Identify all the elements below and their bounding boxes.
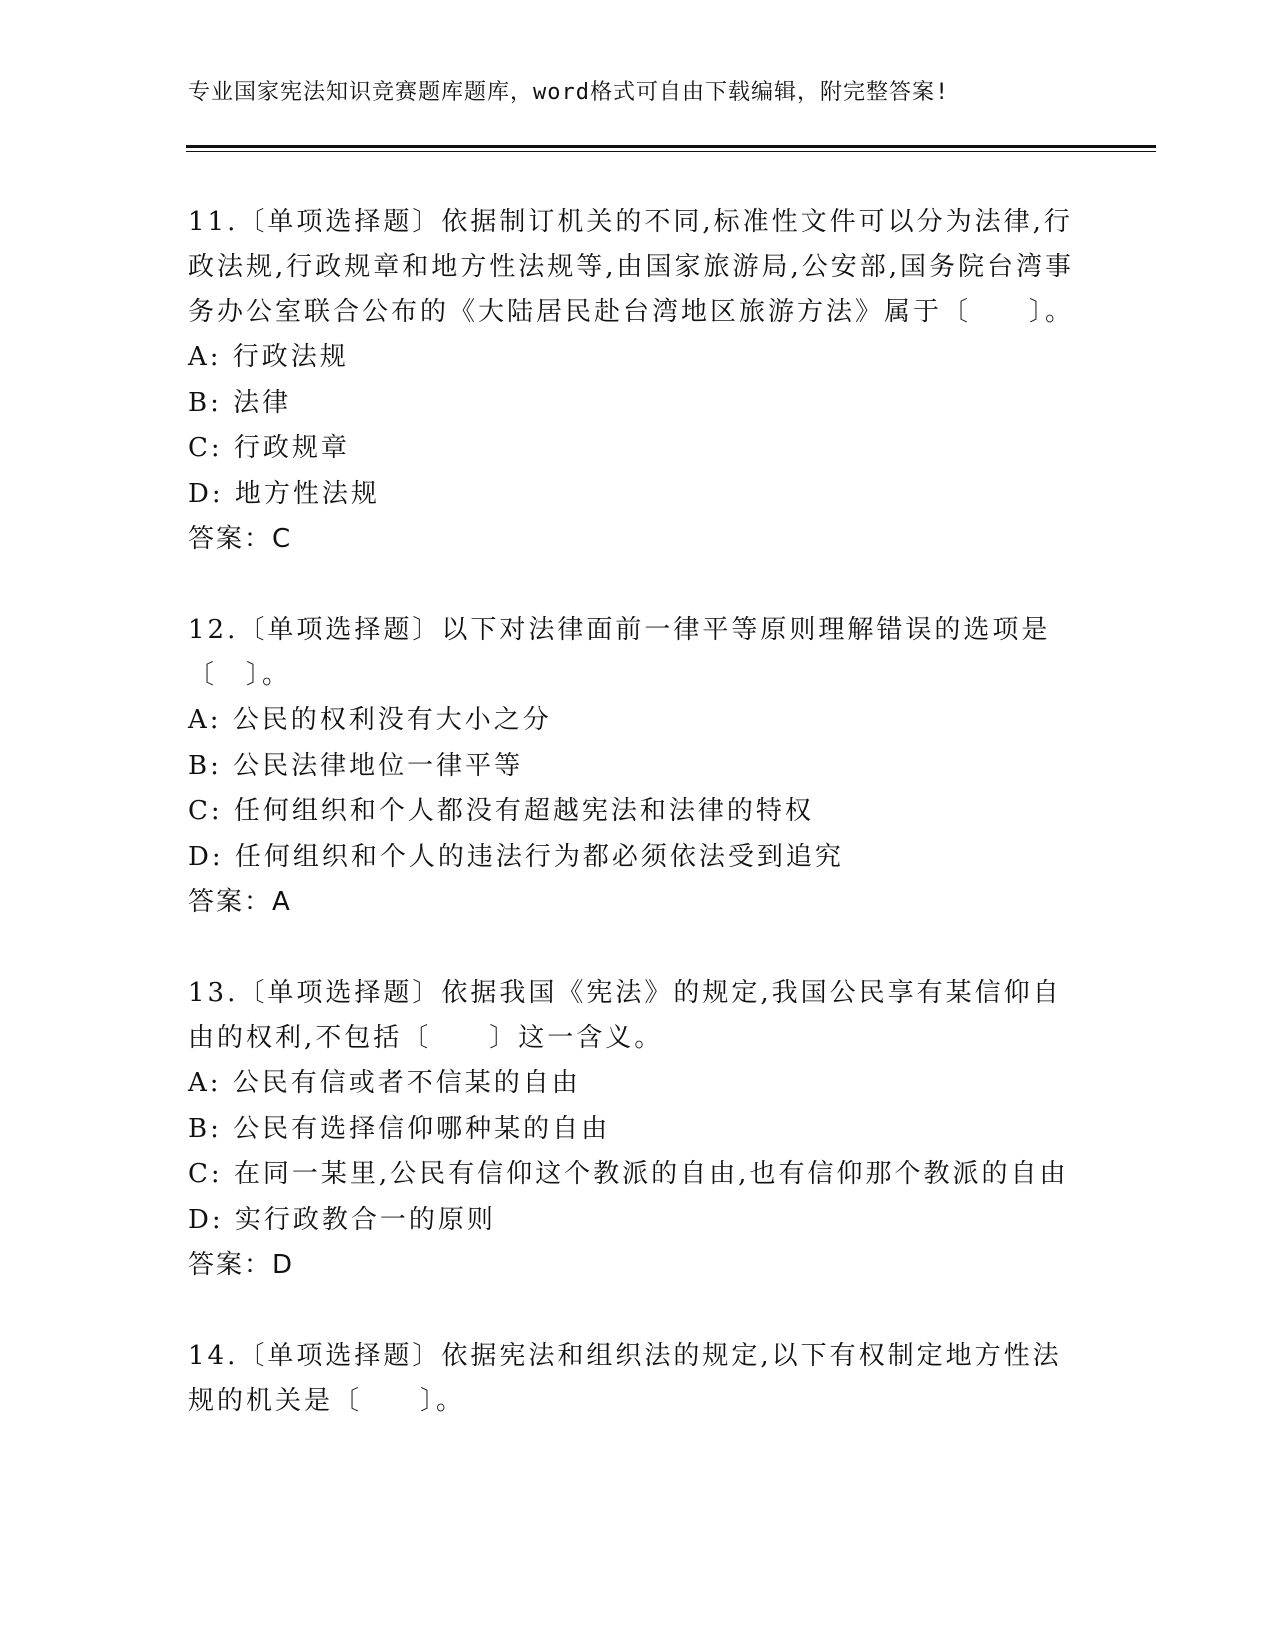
option-c: C: 在同一某里,公民有信仰这个教派的自由,也有信仰那个教派的自由: [188, 1159, 1069, 1189]
option-b: B: 公民法律地位一律平等: [188, 750, 524, 781]
answer-line: 答案：A: [188, 887, 292, 917]
question-14: [188, 1334, 1088, 1424]
question-13: [188, 971, 1088, 1288]
answer-line: 答案：C: [188, 524, 293, 554]
option-d: D: 地方性法规: [188, 478, 380, 509]
option-a: A: 公民的权利没有大小之分: [188, 705, 552, 735]
option-b: B: 法律: [188, 387, 292, 418]
option-c: C: 行政规章: [188, 433, 350, 463]
question-stem: 13.〔单项选择题〕依据我国《宪法》的规定,我国公民享有某信仰自由的权利,不包括〔 〕这一含义。: [188, 978, 1062, 1053]
option-d: D: 任何组织和个人的违法行为都必须依法受到追究: [188, 841, 844, 872]
question-stem: 11.〔单项选择题〕依据制订机关的不同,标准性文件可以分为法律,行政法规,行政规章和地方性法规等,由国家旅游局,公安部,国务院台湾事务办公室联合公布的《大陆居民赴台湾地区旅游方法》属于〔 〕。: [188, 207, 1075, 327]
option-a: A: 行政法规: [188, 342, 349, 372]
question-stem: 14.〔单项选择题〕依据宪法和组织法的规定,以下有权制定地方性法规的机关是〔 〕。: [188, 1341, 1062, 1416]
option-b: B: 公民有选择信仰哪种某的自由: [188, 1113, 611, 1144]
question-12: [188, 608, 1088, 925]
header-rule-thick: [186, 145, 1156, 148]
page-header: 专业国家宪法知识竞赛题库题库，word格式可自由下载编辑，附完整答案!: [188, 80, 950, 105]
question-stem: 12.〔单项选择题〕以下对法律面前一律平等原则理解错误的选项是〔 〕。: [188, 615, 1051, 690]
header-rule-thin: [186, 151, 1156, 152]
question-list: [188, 200, 1088, 1470]
option-a: A: 公民有信或者不信某的自由: [188, 1068, 581, 1098]
option-c: C: 任何组织和个人都没有超越宪法和法律的特权: [188, 796, 814, 826]
answer-line: 答案：D: [188, 1250, 295, 1280]
option-d: D: 实行政教合一的原则: [188, 1204, 496, 1235]
question-11: [188, 200, 1088, 562]
